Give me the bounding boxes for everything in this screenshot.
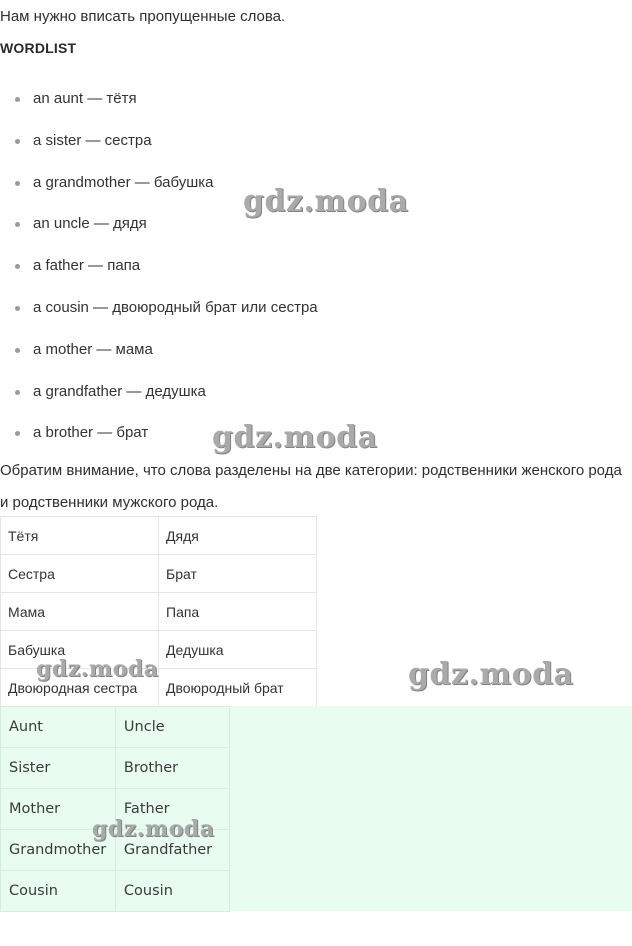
watermark: gdz.moda: [243, 184, 409, 219]
list-item-text: a mother — мама: [33, 340, 153, 358]
watermark: gdz.moda: [92, 816, 215, 842]
table-cell: Brother: [115, 748, 229, 789]
watermark: gdz.moda: [408, 657, 574, 692]
table-cell: Дядя: [159, 517, 317, 555]
list-item: [0, 253, 318, 295]
list-item: [0, 337, 318, 379]
bullet-icon: [15, 264, 20, 269]
table-cell: Grandmother: [1, 830, 116, 871]
list-item-text: an aunt — тётя: [33, 90, 137, 107]
table-row: [1, 871, 230, 912]
wordlist: [0, 86, 318, 462]
watermark: gdz.moda: [212, 420, 378, 455]
table-cell: Двоюродная сестра: [1, 669, 159, 707]
bullet-icon: [15, 139, 20, 144]
list-item-text: a grandmother — бабушка: [33, 173, 214, 191]
list-item-text: a cousin — двоюродный брат или сестра: [33, 298, 318, 316]
table-cell: Sister: [1, 748, 116, 789]
table-cell: Бабушка: [1, 631, 159, 669]
bullet-icon: [15, 431, 20, 436]
table-cell: Uncle: [115, 707, 229, 748]
table-cell: Тётя: [1, 517, 159, 555]
table-cell: Father: [115, 789, 229, 830]
bullet-icon: [15, 97, 20, 102]
table-cell: Cousin: [1, 871, 116, 912]
table-cell: Grandfather: [115, 830, 229, 871]
table-cell: Aunt: [1, 707, 116, 748]
table-cell: Папа: [159, 593, 317, 631]
list-item: [0, 379, 318, 421]
table-cell: Двоюродный брат: [159, 669, 317, 707]
list-item-text: an uncle — дядя: [33, 215, 147, 233]
bullet-icon: [15, 348, 20, 353]
table-cell: Мама: [1, 593, 159, 631]
table-cell: Брат: [159, 555, 317, 593]
table-cell: Cousin: [115, 871, 229, 912]
bullet-icon: [15, 306, 20, 311]
watermark: gdz.moda: [36, 656, 159, 682]
relatives-table-english: [0, 706, 230, 912]
table-row: [1, 555, 317, 593]
explanation-paragraph: Обратим внимание, что слова разделены на две категории: родственники женского рода и родственники мужского рода.: [0, 462, 622, 511]
list-item: [0, 86, 318, 128]
list-item-text: a father — папа: [33, 257, 141, 275]
table-row: [1, 593, 317, 631]
table-cell: Дедушка: [159, 631, 317, 669]
list-item: [0, 295, 318, 337]
bullet-icon: [15, 181, 20, 186]
bullet-icon: [15, 222, 20, 227]
bullet-icon: [15, 390, 20, 395]
list-item-text: a sister — сестра: [33, 131, 152, 149]
table-row: [1, 748, 230, 789]
table-cell: Mother: [1, 789, 116, 830]
list-item-text: a brother — брат: [33, 424, 149, 442]
table-cell: Сестра: [1, 555, 159, 593]
wordlist-heading: WORDLIST: [0, 40, 77, 56]
table-row: [1, 517, 317, 555]
list-item: [0, 128, 318, 170]
intro-text: Нам нужно вписать пропущенные слова.: [0, 8, 286, 25]
list-item-text: a grandfather — дедушка: [33, 382, 206, 400]
table-row: [1, 707, 230, 748]
